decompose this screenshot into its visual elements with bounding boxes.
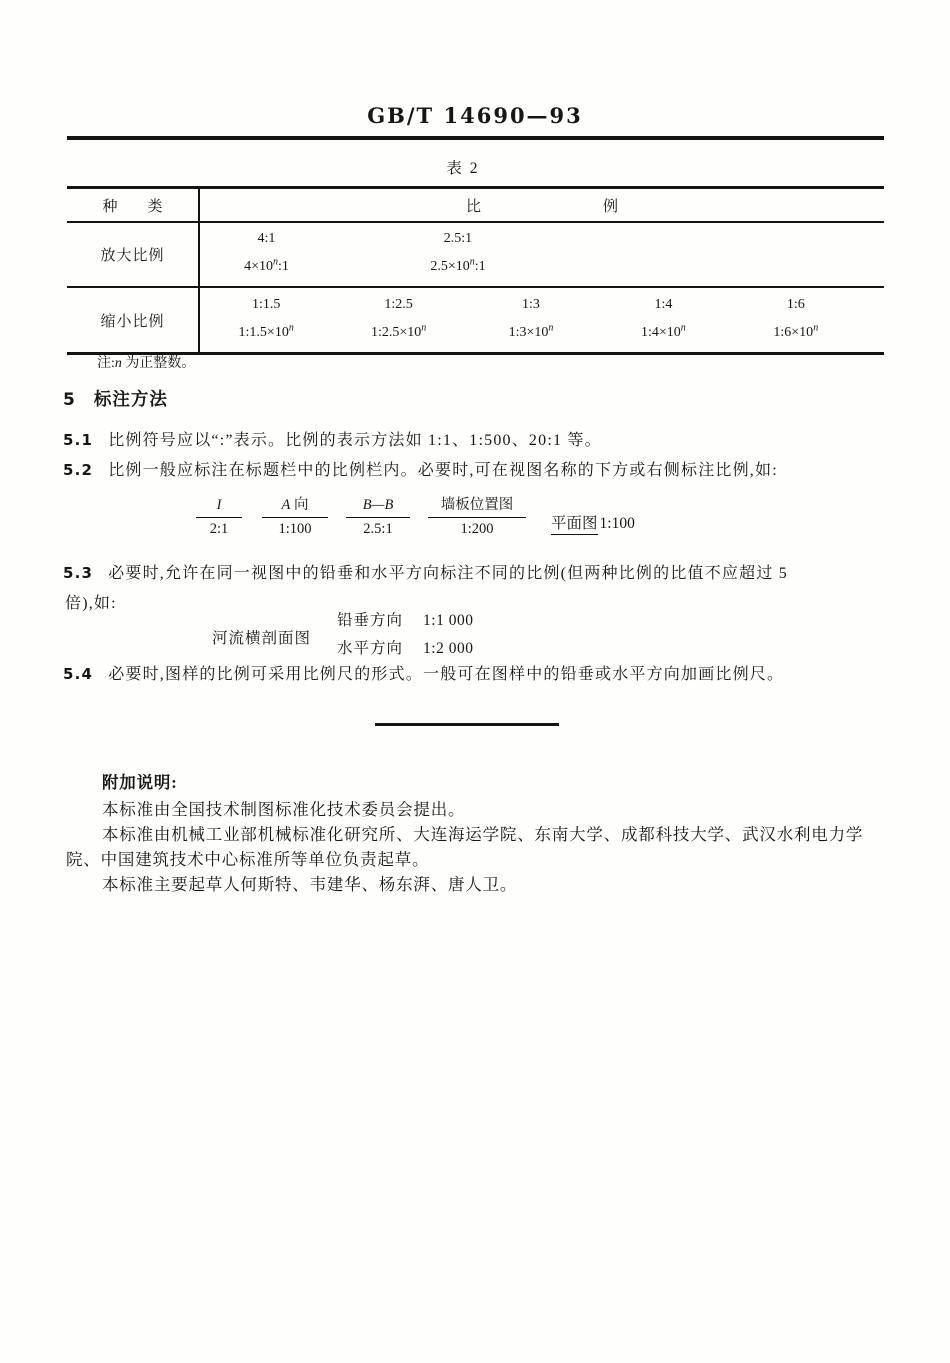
vertical-direction-scale [337, 608, 473, 630]
table-header-kind [67, 189, 200, 221]
header-kind-char-2: 类 [147, 198, 163, 215]
fraction-denominator: 1:200 [460, 521, 494, 537]
fraction-numerator: I [196, 496, 242, 518]
exponent-n: n [288, 322, 294, 334]
clause-number: 5.1 [63, 431, 94, 449]
appendix-paragraph-drafting-orgs-line-2: 院、中国建筑技术中心标准所等单位负责起草。 [66, 850, 430, 869]
exponent-n: n [548, 322, 554, 334]
clause-text: 必要时,允许在同一视图中的铅垂和水平方向标注不同的比例(但两种比例的比值不应超过 5 [108, 565, 788, 582]
fraction-denominator: 2:1 [209, 521, 229, 537]
table-note [97, 352, 195, 372]
paragraph-5-1 [63, 427, 913, 450]
scale-base: 1:1.5×10 [238, 325, 289, 340]
reduction-values [200, 288, 884, 352]
scale-value: 2.5:1 [443, 231, 473, 246]
exponent-n: n [421, 322, 427, 334]
paragraph-5-2 [63, 457, 913, 480]
header-rule [67, 136, 884, 140]
fraction-example-3 [346, 496, 410, 538]
clause-text: 比例符号应以“:”表示。比例的表示方法如 1:1、1:500、20:1 等。 [108, 432, 602, 449]
reduction-label: 缩小比例 [67, 288, 200, 352]
fraction-numerator [262, 496, 328, 518]
clause-number: 5.2 [63, 461, 94, 479]
scale-base: 1:6×10 [773, 325, 814, 340]
enlargement-values [200, 223, 884, 286]
note-suffix: 为正整数。 [121, 356, 196, 371]
direction-label: 水平方向 [337, 640, 404, 657]
fraction-denominator: 2.5:1 [363, 521, 393, 537]
clause-number: 5.4 [63, 665, 94, 683]
fraction-example-1 [196, 496, 242, 538]
header-scale-char-2: 例 [603, 198, 619, 215]
enlargement-label: 放大比例 [67, 223, 200, 286]
scale-value: 1:2.5 [384, 297, 413, 312]
inline-scale-example [551, 511, 635, 533]
clause-number: 5.3 [63, 564, 94, 582]
scale-value-exponent [200, 256, 333, 275]
table-header-row [67, 189, 884, 223]
table-row-reduction [67, 288, 884, 352]
scale-base: 4×10 [244, 259, 273, 274]
section-number: 5 [63, 390, 76, 410]
scale-notation-examples [0, 496, 950, 550]
scale-base: 2.5×10 [430, 259, 470, 274]
reduction-line-1 [200, 297, 862, 313]
scale-base: 1:4×10 [640, 325, 681, 340]
paragraph-5-3-line-1 [63, 560, 913, 583]
section-5-heading [63, 386, 168, 411]
table-2-scales [67, 186, 884, 355]
scale-value-exponent [730, 322, 862, 341]
scale-tail: :1 [474, 259, 486, 274]
paragraph-5-3-line-2: 倍),如: [65, 595, 117, 612]
exponent-n: n [273, 256, 278, 268]
direction-scale-value: 1:1 000 [423, 612, 474, 629]
view-name-underlined: 平面图 [551, 515, 598, 535]
scale-value-exponent [597, 322, 729, 341]
scale-base: 1:3×10 [508, 325, 549, 340]
scale-value: 1:1.5 [252, 297, 281, 312]
header-kind-char-1: 种 [102, 198, 118, 215]
scale-value: 1:4 [654, 297, 673, 312]
scale-value: 1:6 [786, 297, 805, 312]
view-scale: 1:100 [599, 515, 635, 532]
scale-value-exponent [200, 322, 332, 341]
scale-value: 4:1 [257, 231, 276, 246]
fraction-numerator: 墙板位置图 [428, 496, 526, 518]
river-section-example-label: 河流横剖面图 [212, 630, 312, 647]
note-variable-n: n [114, 356, 122, 371]
fraction-example-4 [428, 496, 526, 538]
scale-base: 1:2.5×10 [370, 325, 422, 340]
direction-label: 铅垂方向 [337, 612, 404, 629]
scale-value-exponent [332, 322, 464, 341]
appendix-heading: 附加说明: [102, 773, 178, 792]
scale-tail: :1 [278, 259, 289, 274]
fraction-example-2 [262, 496, 328, 538]
header-scale-char-1: 比 [465, 198, 481, 215]
appendix-paragraph-drafting-orgs-line-1: 本标准由机械工业部机械标准化研究所、大连海运学院、东南大学、成都科技大学、武汉水利电力学 [102, 825, 864, 844]
view-letter: A [281, 497, 291, 513]
scale-value: 1:3 [522, 297, 540, 312]
fraction-denominator: 1:100 [278, 521, 312, 537]
exponent-n: n [680, 322, 686, 334]
direction-scale-value: 1:2 000 [423, 640, 474, 657]
appendix-paragraph-drafters: 本标准主要起草人何斯特、韦建华、杨东湃、唐人卫。 [102, 875, 518, 894]
exponent-n: n [813, 322, 819, 334]
clause-text: 必要时,图样的比例可采用比例尺的形式。一般可在图样中的铅垂或水平方向加画比例尺。 [108, 666, 785, 683]
scale-value-exponent [333, 256, 583, 275]
note-prefix: 注: [97, 356, 115, 371]
horizontal-direction-scale [337, 636, 473, 658]
section-end-divider [375, 723, 559, 726]
section-title: 标注方法 [93, 389, 168, 409]
table-row-enlargement [67, 223, 884, 288]
scale-value-exponent [465, 322, 597, 341]
table-caption: 表 2 [446, 160, 480, 177]
reduction-line-2 [200, 322, 862, 341]
clause-text: 比例一般应标注在标题栏中的比例栏内。必要时,可在视图名称的下方或右侧标注比例,如: [108, 462, 778, 479]
paragraph-5-4 [63, 661, 913, 684]
appendix-paragraph-proposer: 本标准由全国技术制图标准化技术委员会提出。 [102, 800, 466, 819]
exponent-n: n [469, 256, 475, 268]
view-word: 向 [290, 497, 309, 513]
fraction-numerator: B—B [346, 496, 410, 518]
table-header-scale [200, 189, 884, 221]
standard-code-title: GB/T 14690—93 [367, 103, 583, 128]
